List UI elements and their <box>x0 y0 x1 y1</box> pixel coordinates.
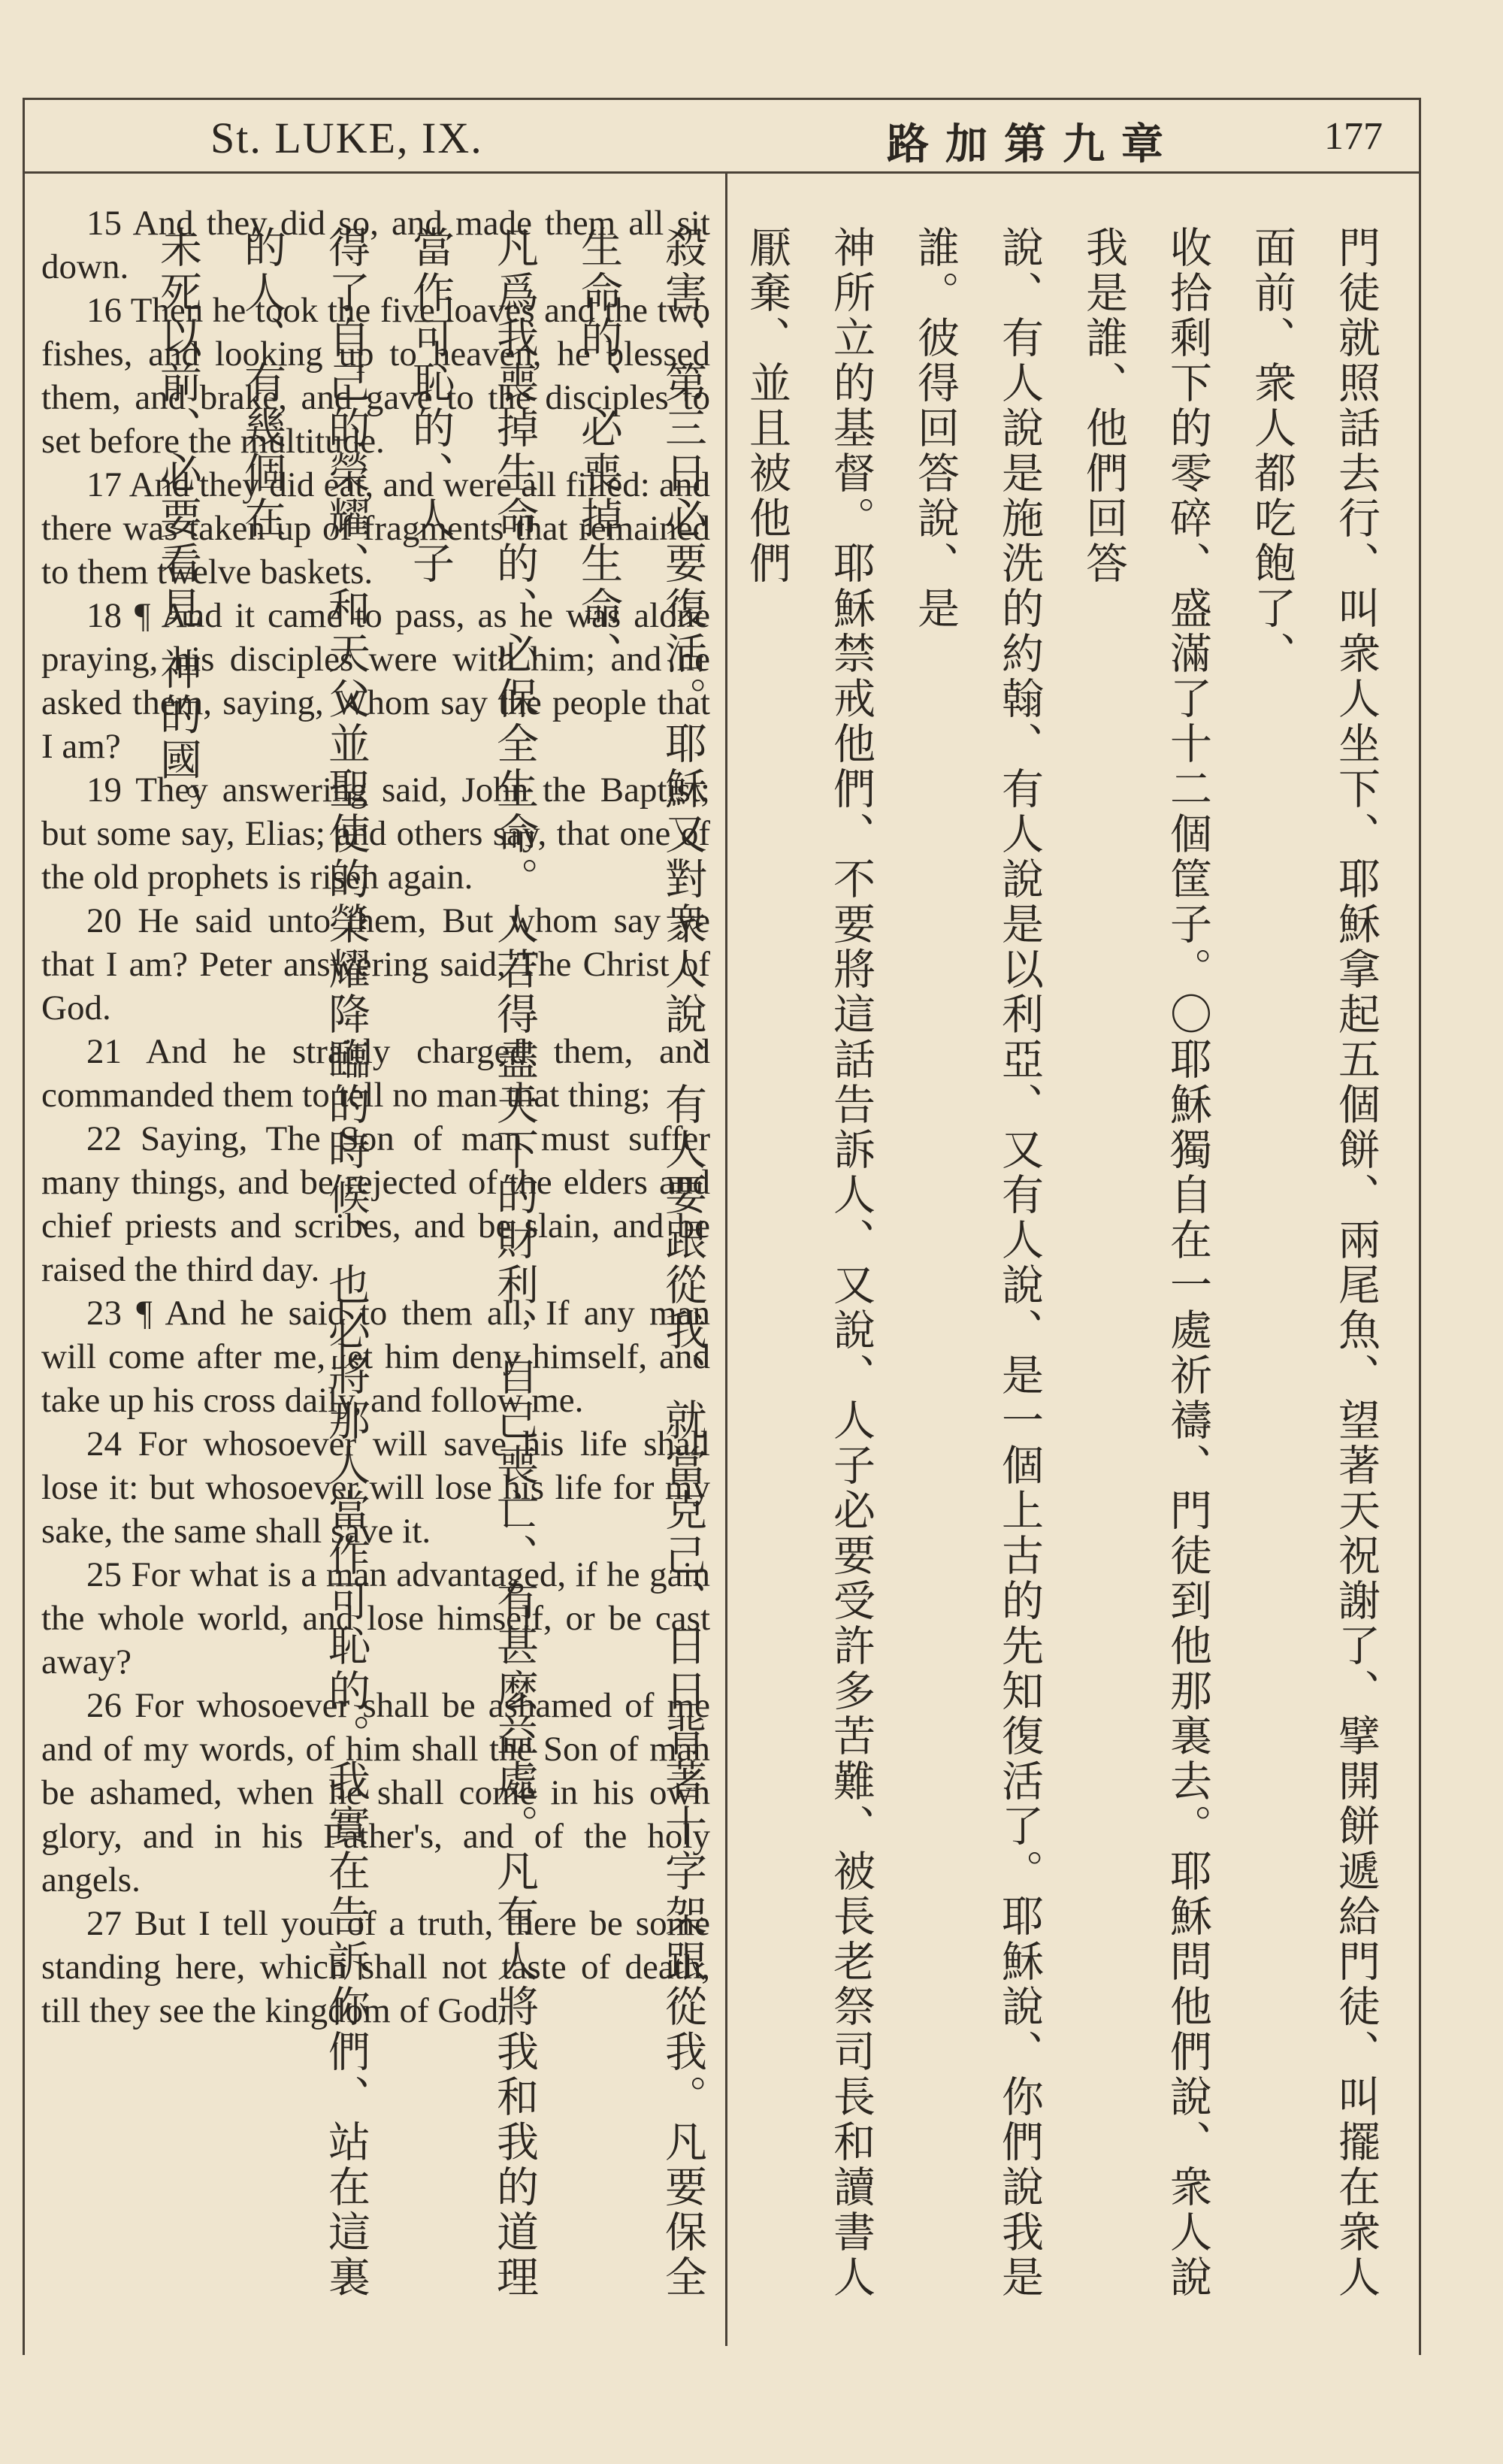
chinese-text-column: 神所立的基督。耶穌禁戒他們、不要將這話告訴人、又說、人子必要受許多苦難、被長老祭司長和讀書人厭棄、並且被他們 <box>742 226 875 2300</box>
verse: 23 ¶ And he said to them all, If any man will come after me, let him deny himself, and take up his cross daily, and follow me. <box>41 1294 711 1420</box>
running-head-english: St. LUKE, IX. <box>210 114 483 162</box>
verse: 20 He said unto them, But whom say ye that I am? Peter answering said, The Christ of God. <box>41 901 711 1028</box>
page-number: 177 <box>1324 115 1383 158</box>
verse: 25 For what is a man advantaged, if he gain the whole world, and lose himself, or be cast away? <box>41 1555 710 1682</box>
verse: 16 Then he took the five loaves and the two fishes, and looking up to heaven, he blessed them, and brake, and gave to the disciples to set before the multitude. <box>41 291 710 461</box>
verse: 18 ¶ And it came to pass, as he was alone praying, his disciples were with him; and he asked them, saying, Whom say the people that I am? <box>41 596 710 766</box>
chinese-text-column: 門徒就照話去行、叫衆人坐下、耶穌拿起五個餅、兩尾魚、望著天祝謝了、擘開餅遞給門徒、叫擺在衆人面前、衆人都吃飽了、 <box>1247 226 1381 2300</box>
verse: 22 Saying, The Son of man must suffer many things, and be rejected of the elders and chief priests and scribes, and be slain, and be raised the third day. <box>41 1119 710 1289</box>
chinese-text-column: 得了自己的榮耀、和天父並聖使的榮耀降臨的時候、也必將那人當作可恥的。我實在告訴你們、站在這裏的人、有幾個在 <box>237 226 370 2300</box>
chinese-text-column: 殺害、第三日必要復活。耶穌又對衆人說、有人要跟從我、就當克己、日日背著十字架跟從我。凡要保全生命的、必喪掉生命、 <box>574 226 707 2300</box>
header-rule <box>23 171 1419 174</box>
running-head-chinese: 路加第九章 <box>887 120 1180 169</box>
verse: 15 And they did so, and made them all sit down. <box>41 204 710 286</box>
verse: 19 They answering said, John the Baptist; but some say, Elias; and others say, that one of the old prophets is risen again. <box>41 770 710 897</box>
verse: 24 For whosoever will save his life shall lose it: but whosoever will lose his life for my sake, the same shall save it. <box>41 1424 710 1551</box>
chinese-text-column: 凡爲我喪掉生命的、必保全生命。人若得盡天下的財利、自己喪亡、有甚麽益處。凡有人將我和我的道理當作可恥的、人子 <box>406 226 539 2300</box>
chinese-text-column: 未死以前、必要看見 神的國。 <box>153 226 202 828</box>
chinese-text-column: 收拾剩下的零碎、盛滿了十二個筐子。〇耶穌獨自在一處祈禱、門徒到他那裏去。耶穌問他們說、衆人說我是誰、他們回答 <box>1079 226 1212 2300</box>
chinese-text-column: 說、有人說是施洗的約翰、有人說是以利亞、又有人說、是一個上古的先知復活了。耶穌說、你們說我是誰。彼得回答說、是 <box>911 226 1044 2300</box>
verse: 17 And they did eat, and were all filled: and there was taken up of fragments that remained to them twelve baskets. <box>41 465 710 592</box>
verse: 26 For whosoever shall be ashamed of me and of my words, of him shall the Son of man be ashamed, when he shall come in his own glory, and in his Father's, and of the holy angels. <box>41 1686 710 1899</box>
verse: 21 And he straitly charged them, and commanded them to tell no man that thing; <box>41 1032 710 1115</box>
verse: 27 But I tell you of a truth, there be some standing here, which shall not taste of death, till they see the kingdom of God. <box>41 1904 711 2030</box>
